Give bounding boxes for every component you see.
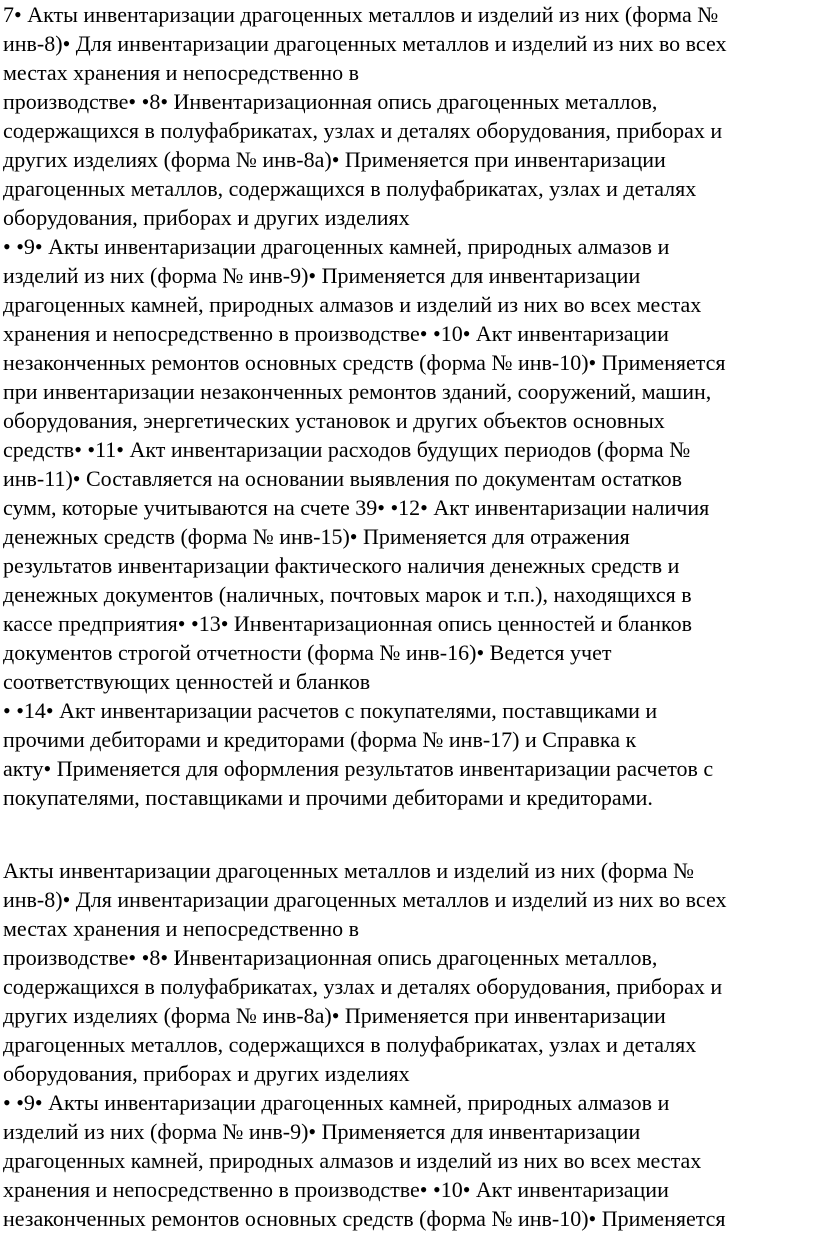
text-line: инв-8)• Для инвентаризации драгоценных металлов и изделий из них во всех bbox=[3, 887, 727, 912]
text-line: незаконченных ремонтов основных средств (форма № инв-10)• Применяется bbox=[3, 350, 726, 375]
text-line: драгоценных металлов, содержащихся в полуфабрикатах, узлах и деталях bbox=[3, 176, 697, 201]
text-line: акту• Применяется для оформления результатов инвентаризации расчетов с bbox=[3, 756, 714, 781]
text-line: изделий из них (форма № инв-9)• Применяется для инвентаризации bbox=[3, 263, 641, 288]
text-line: оборудования, энергетических установок и других объектов основных bbox=[3, 408, 665, 433]
text-line: оборудования, приборах и других изделиях bbox=[3, 1061, 410, 1086]
text-line: незаконченных ремонтов основных средств (форма № инв-10)• Применяется bbox=[3, 1206, 726, 1231]
text-line: средств• •11• Акт инвентаризации расходов будущих периодов (форма № bbox=[3, 437, 691, 462]
text-line: • •9• Акты инвентаризации драгоценных камней, природных алмазов и bbox=[3, 234, 670, 259]
text-line: • •9• Акты инвентаризации драгоценных камней, природных алмазов и bbox=[3, 1090, 670, 1115]
paragraph-2 bbox=[3, 856, 726, 1233]
paragraph-1 bbox=[3, 0, 726, 812]
text-line: содержащихся в полуфабрикатах, узлах и деталях оборудования, приборах и bbox=[3, 974, 723, 999]
text-line: хранения и непосредственно в производстве• •10• Акт инвентаризации bbox=[3, 1177, 669, 1202]
text-line: денежных документов (наличных, почтовых марок и т.п.), находящихся в bbox=[3, 582, 692, 607]
text-line: производстве• •8• Инвентаризационная опись драгоценных металлов, bbox=[3, 89, 658, 114]
text-line: при инвентаризации незаконченных ремонтов зданий, сооружений, машин, bbox=[3, 379, 712, 404]
text-line: денежных средств (форма № инв-15)• Применяется для отражения bbox=[3, 524, 630, 549]
text-line: инв-8)• Для инвентаризации драгоценных металлов и изделий из них во всех bbox=[3, 31, 727, 56]
text-line: других изделиях (форма № инв-8а)• Применяется при инвентаризации bbox=[3, 147, 666, 172]
text-line: кассе предприятия• •13• Инвентаризационная опись ценностей и бланков bbox=[3, 611, 693, 636]
text-line: сумм, которые учитываются на счете 39• •12• Акт инвентаризации наличия bbox=[3, 495, 710, 520]
text-line: хранения и непосредственно в производстве• •10• Акт инвентаризации bbox=[3, 321, 669, 346]
text-line: результатов инвентаризации фактического наличия денежных средств и bbox=[3, 553, 680, 578]
text-line: производстве• •8• Инвентаризационная опись драгоценных металлов, bbox=[3, 945, 658, 970]
text-line: соответствующих ценностей и бланков bbox=[3, 669, 371, 694]
text-line: местах хранения и непосредственно в bbox=[3, 916, 360, 941]
text-line: драгоценных металлов, содержащихся в полуфабрикатах, узлах и деталях bbox=[3, 1032, 697, 1057]
text-line: драгоценных камней, природных алмазов и изделий из них во всех местах bbox=[3, 1148, 702, 1173]
text-line: содержащихся в полуфабрикатах, узлах и деталях оборудования, приборах и bbox=[3, 118, 723, 143]
text-line: прочими дебиторами и кредиторами (форма № инв-17) и Справка к bbox=[3, 727, 637, 752]
text-line: • •14• Акт инвентаризации расчетов с покупателями, поставщиками и bbox=[3, 698, 658, 723]
text-line: инв-11)• Составляется на основании выявления по документам остатков bbox=[3, 466, 682, 491]
text-line: изделий из них (форма № инв-9)• Применяется для инвентаризации bbox=[3, 1119, 641, 1144]
text-line: покупателями, поставщиками и прочими дебиторами и кредиторами. bbox=[3, 785, 653, 810]
text-line: документов строгой отчетности (форма № инв-16)• Ведется учет bbox=[3, 640, 612, 665]
text-line: оборудования, приборах и других изделиях bbox=[3, 205, 410, 230]
text-line: Акты инвентаризации драгоценных металлов и изделий из них (форма № bbox=[3, 858, 695, 883]
text-line: 7• Акты инвентаризации драгоценных металлов и изделий из них (форма № bbox=[3, 2, 719, 27]
text-line: других изделиях (форма № инв-8а)• Применяется при инвентаризации bbox=[3, 1003, 666, 1028]
text-line: драгоценных камней, природных алмазов и изделий из них во всех местах bbox=[3, 292, 702, 317]
text-line: местах хранения и непосредственно в bbox=[3, 60, 360, 85]
